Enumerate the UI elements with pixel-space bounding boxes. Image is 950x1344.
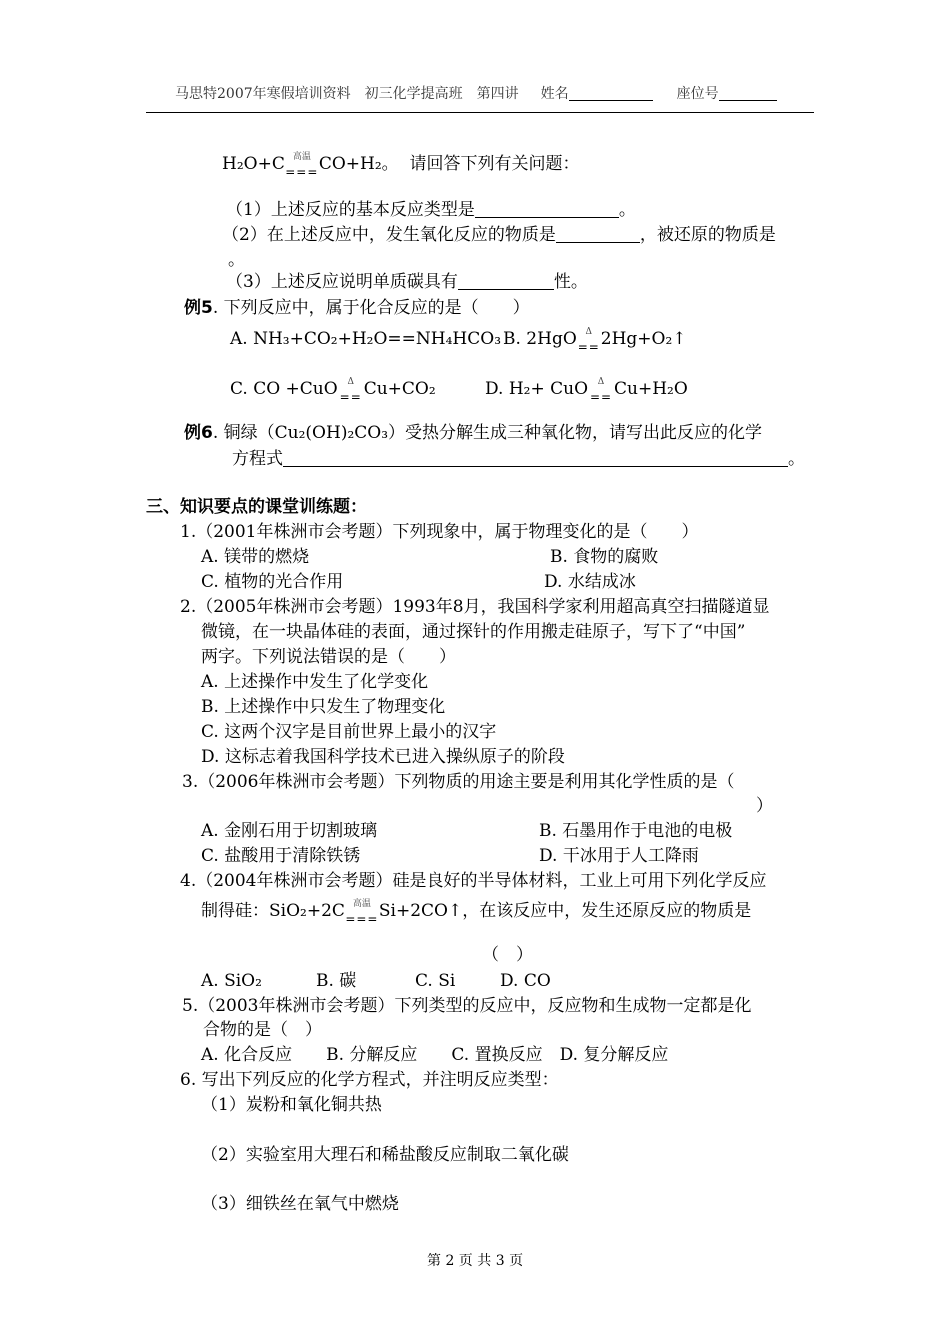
ex4-q2: （2）在上述反应中，发生氧化反应的物质是 ，被还原的物质是 [222,225,776,245]
reaction-condition: 高温 === [285,151,319,179]
ex5-option-b: B. 2HgO Δ == 2Hg+O₂↑ [503,326,687,354]
q5-stem: 5.（2003年株洲市会考题）下列类型的反应中，反应物和生成物一定都是化 [182,996,752,1016]
q6-stem: 6. 写出下列反应的化学方程式，并注明反应类型： [180,1070,559,1090]
q6-sub1: （1）炭粉和氧化铜共热 [201,1095,382,1115]
header-title: 马思特2007年寒假培训资料 初三化学提高班 第四讲 姓名 座位号 [175,83,777,103]
answer-blank[interactable] [458,273,554,290]
q4-stem-line2: 制得硅：SiO₂+2C 高温 === Si+2CO↑，在该反应中，发生还原反应的物质是 [201,898,752,926]
q6-sub3: （3）细铁丝在氧气中燃烧 [201,1194,399,1214]
q3-option-a: A. 金刚石用于切割玻璃 [201,821,378,841]
q1-stem: 1.（2001年株洲市会考题）下列现象中，属于物理变化的是（ ） [180,522,699,542]
q1-option-d: D. 水结成冰 [544,572,636,592]
q5-options: A. 化合反应 B. 分解反应 C. 置换反应 D. 复分解反应 [201,1045,669,1065]
ex6-stem: 例6. 铜绿（Cu₂(OH)₂CO₃）受热分解生成三种氧化物，请写出此反应的化学 [184,423,763,443]
ex5-option-d: D. H₂+ CuO Δ == Cu+H₂O [485,376,688,404]
q3-option-d: D. 干冰用于人工降雨 [539,846,699,866]
seat-blank[interactable] [719,84,777,101]
q2-stem: 2.（2005年株洲市会考题）1993年8月，我国科学家利用超高真空扫描隧道显 [180,597,770,617]
q2-option-c: C. 这两个汉字是目前世界上最小的汉字 [201,722,497,742]
q5-stem-line2: 合物的是（ ） [203,1020,322,1040]
q2-stem-line2: 微镜，在一块晶体硅的表面，通过探针的作用搬走硅原子，写下了“中国” [201,622,746,642]
q2-option-b: B. 上述操作中只发生了物理变化 [201,697,446,717]
ex5-stem: 例5. 下列反应中，属于化合反应的是（ ） [184,298,530,318]
q3-option-c: C. 盐酸用于清除铁锈 [201,846,361,866]
q1-option-b: B. 食物的腐败 [550,547,659,567]
q1-option-c: C. 植物的光合作用 [201,572,344,592]
header-rule [146,112,814,113]
q1-option-a: A. 镁带的燃烧 [201,547,310,567]
q2-option-d: D. 这标志着我国科学技术已进入操纵原子的阶段 [201,747,565,767]
answer-blank[interactable] [556,226,640,243]
answer-blank[interactable] [475,201,619,218]
ex4-equation: H₂O+C 高温 === CO+H₂。 请回答下列有关问题： [222,151,580,179]
name-label: 姓名 [540,86,569,102]
q6-sub2: （2）实验室用大理石和稀盐酸反应制取二氧化碳 [201,1145,569,1165]
q2-option-a: A. 上述操作中发生了化学变化 [201,672,429,692]
q2-stem-line3: 两字。下列说法错误的是（ ） [201,647,456,667]
q4-option-c: C. Si [415,971,456,991]
q3-option-b: B. 石墨用作于电池的电极 [539,821,733,841]
section-title: 三、知识要点的课堂训练题： [146,497,367,517]
ex4-q2-end: 。 [228,250,245,270]
ex4-q3: （3）上述反应说明单质碳具有 性。 [226,272,588,292]
ex4-q1: （1）上述反应的基本反应类型是 。 [226,200,636,220]
q3-stem-end: ） [756,796,773,816]
q4-stem: 4.（2004年株洲市会考题）硅是良好的半导体材料，工业上可用下列化学反应 [180,871,767,891]
ex5-option-a: A. NH₃+CO₂+H₂O==NH₄HCO₃ [230,329,502,349]
q4-option-b: B. 碳 [316,971,357,991]
page-number: 第 2 页 共 3 页 [427,1253,524,1269]
seat-label: 座位号 [676,86,719,102]
ex5-option-c: C. CO +CuO Δ == Cu+CO₂ [230,376,436,404]
q4-answer-paren: （ ） [482,945,533,965]
q4-option-d: D. CO [500,971,551,991]
name-blank[interactable] [569,84,653,101]
answer-blank[interactable] [283,450,788,467]
ex6-line2: 方程式 。 [232,449,805,469]
q4-option-a: A. SiO₂ [201,971,262,991]
q3-stem: 3.（2006年株洲市会考题）下列物质的用途主要是利用其化学性质的是（ [182,772,735,792]
